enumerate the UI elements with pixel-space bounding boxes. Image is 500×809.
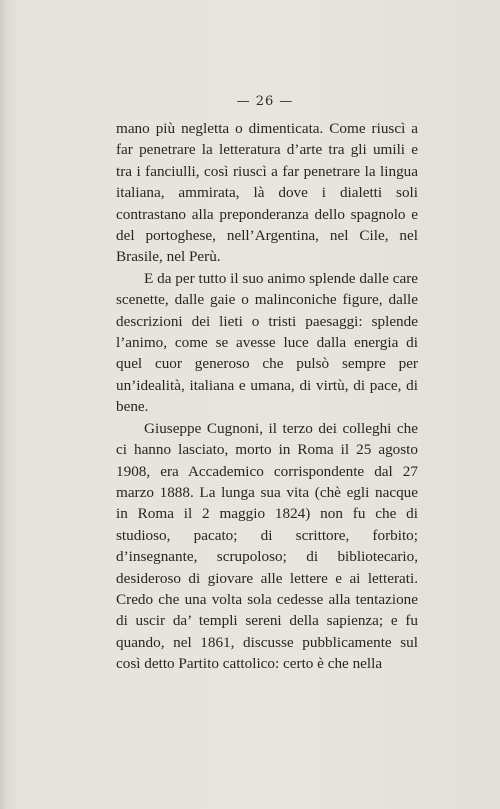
page-number: — 26 — xyxy=(236,94,294,109)
paragraph-1: mano più negletta o dimenticata. Come riuscì a far penetrare la letteratura d’arte tra gli umili e tra i fanciulli, così riuscì a far penetrare la lingua italiana, ammirata, là dove i dialetti soli contrastano alla preponderanza dello spagnolo e del portoghese, nell’Argentina, nel Cile, nel Brasile, nel Perù. xyxy=(116,120,418,266)
paragraph-2: E da per tutto il suo animo splende dalle care scenette, dalle gaie o malinconiche figure, dalle descrizioni dei lieti o tristi paesaggi: splende l’animo, come se avesse luce dalla energia di quel cuor generoso che pulsò sempre per un’idealità, italiana e umana, di virtù, di pace, di bene. xyxy=(116,269,418,416)
body-text xyxy=(116,118,418,675)
page-gutter-shadow xyxy=(0,0,6,809)
paragraph-3: Giuseppe Cugnoni, il terzo dei colleghi che ci hanno lasciato, morto in Roma il 25 agosto 1908, era Accademico corrispondente dal 27 marzo 1888. La lunga sua vita (chè egli nacque in Roma il 2 maggio 1824) non fu che di studioso, pacato; di scrittore, forbito; d’insegnante, scrupoloso; di bibliotecario, desideroso di giovare alle lettere e ai letterati. Credo che una volta sola cedesse alla tentazione di uscir da’ templi sereni della sapienza; e fu quando, nel 1861, discusse pubblicamente sul così detto Partito cattolico: certo è che nella xyxy=(116,419,418,673)
